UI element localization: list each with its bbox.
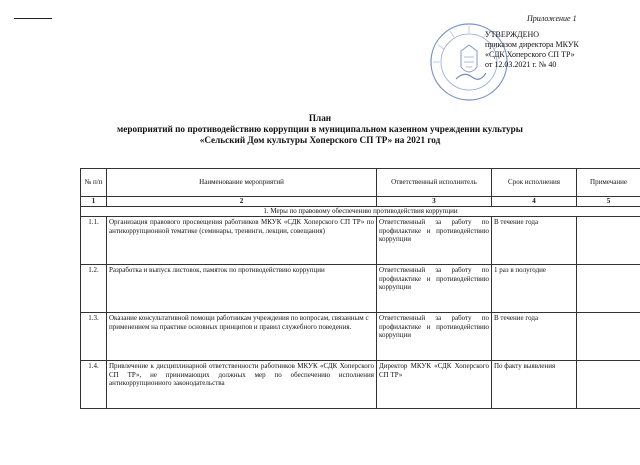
appendix-label: Приложение 1 xyxy=(527,14,577,23)
row-name: Привлечение к дисциплинарной ответственности работников МКУК «СДК Хоперского СП ТР», не принимающих должных мер по обеспечению исполнения антикоррупционного законодательства xyxy=(107,361,377,409)
approval-line-1: УТВЕРЖДЕНО xyxy=(485,30,540,39)
scan-mark-line xyxy=(14,18,52,19)
row-note xyxy=(577,361,640,409)
row-deadline: В течение года xyxy=(492,217,577,265)
title-line-2: мероприятий по противодействию коррупции в муниципальном казенном учреждении культуры xyxy=(117,124,523,134)
column-number-row xyxy=(81,197,640,207)
row-deadline: По факту выявления xyxy=(492,361,577,409)
row-num: 1.2. xyxy=(81,265,107,313)
row-responsible: Ответственный за работу по профилактике и противодействию коррупции xyxy=(377,217,492,265)
row-num: 1.4. xyxy=(81,361,107,409)
column-number: 2 xyxy=(107,197,377,207)
table-row xyxy=(81,361,640,409)
document-title xyxy=(0,113,640,146)
row-name: Организация правового просвещения работников МКУК «СДК Хоперского СП ТР» по антикоррупционной тематике (семинары, тренинги, лекции, совещания) xyxy=(107,217,377,265)
row-responsible: Ответственный за работу по профилактике и противодействию коррупции xyxy=(377,313,492,361)
col-header-note: Примечание xyxy=(577,169,640,197)
title-line-1: План xyxy=(308,113,332,123)
column-number: 5 xyxy=(577,197,640,207)
table-row xyxy=(81,217,640,265)
row-name: Разработка и выпуск листовок, памяток по противодействию коррупции xyxy=(107,265,377,313)
table-row xyxy=(81,265,640,313)
row-note xyxy=(577,313,640,361)
title-line-3: «Сельский Дом культуры Хоперского СП ТР» на 2021 год xyxy=(199,135,441,145)
col-header-name: Наименование мероприятий xyxy=(107,169,377,197)
section-row xyxy=(81,207,640,217)
row-note xyxy=(577,217,640,265)
approval-line-2: приказом директора МКУК xyxy=(485,40,579,49)
col-header-responsible: Ответственный исполнитель xyxy=(377,169,492,197)
approval-line-3: «СДК Хоперского СП ТР» xyxy=(485,50,575,59)
approval-stamp xyxy=(485,30,579,70)
column-number: 4 xyxy=(492,197,577,207)
row-responsible: Директор МКУК «СДК Хоперского СП ТР» xyxy=(377,361,492,409)
column-number: 1 xyxy=(81,197,107,207)
column-number: 3 xyxy=(377,197,492,207)
row-name: Оказание консультативной помощи работникам учреждения по вопросам, связанным с применением на практике основных принципов и правил служебного поведения. xyxy=(107,313,377,361)
row-note xyxy=(577,265,640,313)
row-num: 1.1. xyxy=(81,217,107,265)
col-header-num: № п/п xyxy=(81,169,107,197)
row-responsible: Ответственный за работу по профилактике и противодействию коррупции xyxy=(377,265,492,313)
row-deadline: 1 раз в полугодие xyxy=(492,265,577,313)
measures-table xyxy=(80,168,640,409)
row-deadline: В течение года xyxy=(492,313,577,361)
col-header-deadline: Срок исполнения xyxy=(492,169,577,197)
approval-line-4: от 12.03.2021 г. № 40 xyxy=(485,60,557,69)
table-row xyxy=(81,313,640,361)
row-num: 1.3. xyxy=(81,313,107,361)
table-header-row xyxy=(81,169,640,197)
section-title: 1. Меры по правовому обеспечению противодействия коррупции xyxy=(81,207,640,217)
